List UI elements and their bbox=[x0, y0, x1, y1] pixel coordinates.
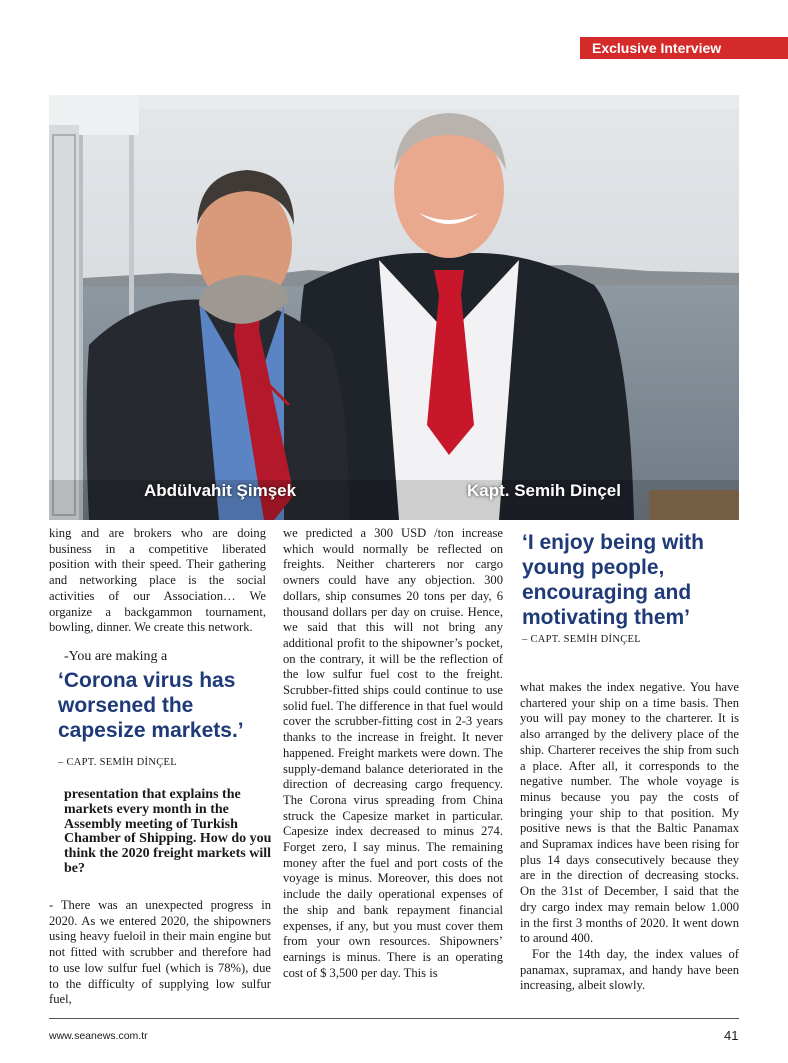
pull-quote-attribution: – CAPT. SEMİH DİNÇEL bbox=[522, 634, 641, 645]
photo-caption-right: Kapt. Semih Dinçel bbox=[467, 481, 621, 500]
footer-divider bbox=[49, 1018, 739, 1019]
paragraph: we predicted a 300 USD /ton increase which would normally be reflected on freights. Neither charterers nor cargo owners could have any objection. 300 dollars, ship consumes 20 tons per day, 6 thousand dollars per day on cruise. Hence, we said that this will not bring any additional profit to the shipowner’s pocket, on the contrary, it will be the reflection of the low sulfur fuel cost to the freight. Scrubber-fitted ships could continue to use solid fuel. The difference in that fuel would cover the scrubber-fitting cost in 2-3 years thanks to the increase in freight. It never happened. Freight markets were down. The supply-demand balance deteriorated in the direction of decreasing cargo frequency. The Corona virus spreading from China struck the Capesize market in particular. Capesize index decreased to minus 274. Forget zero, I say minus. The remaining money after the fuel and port costs of the voyage is minus. Moreover, this does not include the daily operational expenses of the ship and bank repayment financial expenses, if any, but you must cover them from your own resources. Shipowners’ earnings is minus. There is an operating cost of $ 3,500 per day. This is bbox=[283, 526, 503, 980]
interview-answer bbox=[49, 898, 271, 1008]
paragraph: - There was an unexpected progress in 2020. As we entered 2020, the shipowners using heavy fueloil in their main engine but not fitted with scrubber and therefore had to use low sulfur fuel (which is 78%), due to the difficulty of supplying low sulfur fuel, bbox=[49, 898, 271, 1007]
page-number: 41 bbox=[724, 1028, 739, 1043]
paragraph: For the 14th day, the index values of panamax, supramax, and handy have been increasing, albeit slowly. bbox=[520, 946, 739, 993]
interview-question: presentation that explains the markets every month in the Assembly meeting of Turkish Chamber of Shipping. How do you think the 2020 freight markets will be? bbox=[64, 787, 272, 876]
paragraph: king and are brokers who are doing business in a competitive liberated position with their speed. Their gathering and networking place is the social activities of our Association… We organize a backgammon tournament, bowling, dinner. We create this network. bbox=[49, 526, 266, 635]
column-3 bbox=[520, 680, 739, 994]
footer-url: www.seanews.com.tr bbox=[49, 1030, 148, 1042]
pull-quote-attribution: – CAPT. SEMİH DİNÇEL bbox=[58, 757, 177, 768]
photo-illustration bbox=[49, 95, 739, 520]
photo-caption-left: Abdülvahit Şimşek bbox=[144, 481, 297, 500]
question-lead-in: -You are making a bbox=[64, 649, 168, 664]
pull-quote-corona: ‘Corona virus has worsened the capesize markets.’ bbox=[58, 669, 244, 742]
column-2 bbox=[283, 526, 503, 981]
pull-quote-young-people: ‘I enjoy being with young people, encouraging and motivating them’ bbox=[522, 531, 705, 629]
column-1-intro bbox=[49, 526, 266, 636]
paragraph: what makes the index negative. You have chartered your ship on a time basis. Then you will pay money to the charterer. It is also arranged by the delivery place of the ship. Charterer receives the ship from such a place. After all, it corresponds to the negative number. The whole voyage is minus because you pay the costs of bringing your ship to that position. My positive news is that the Baltic Panamax and Supramax indices have been rising for plus 14 days consecutively because they are in the direction of decreasing stocks. On the 31st of December, I said that the dry cargo index may remain below 1.000 in the first 3 months of 2020. It went down to around 400. bbox=[520, 680, 739, 946]
interview-photo bbox=[49, 95, 739, 520]
section-label: Exclusive Interview bbox=[580, 37, 788, 59]
